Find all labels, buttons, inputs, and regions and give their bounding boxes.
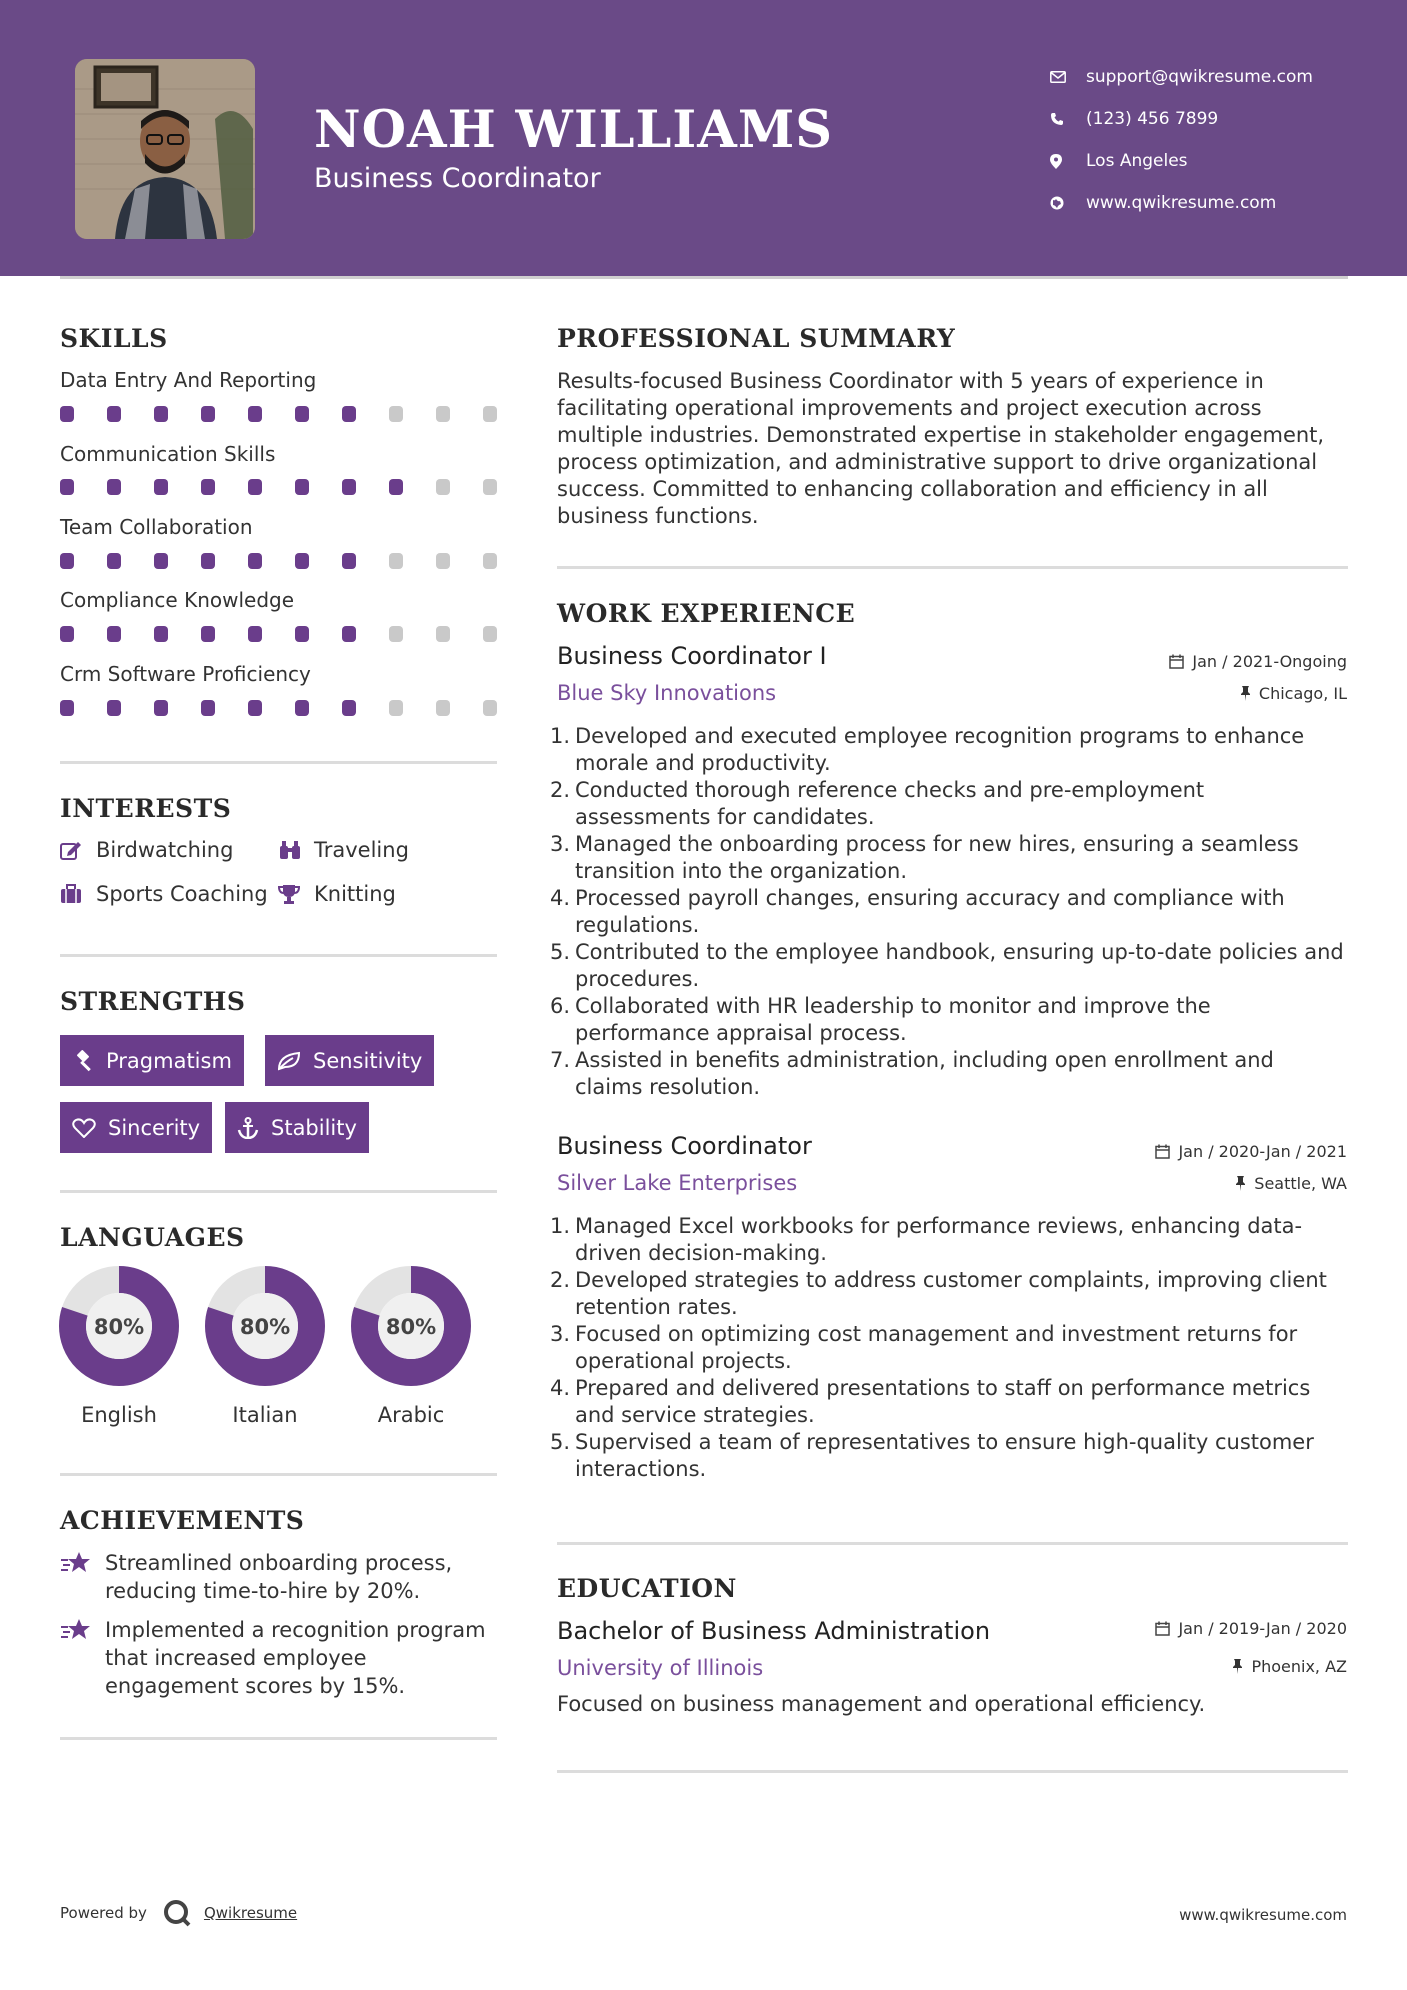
section-divider: [557, 566, 1348, 569]
section-divider: [60, 1190, 497, 1193]
contact-email-text: support@qwikresume.com: [1086, 67, 1313, 87]
bullet-line: retention rates.: [575, 1295, 738, 1319]
language-ring: [350, 1265, 472, 1391]
rating-dot-filled: [60, 553, 74, 569]
bullet-number: 6.: [550, 994, 571, 1018]
rating-dot-filled: [342, 626, 356, 642]
rating-dot-filled: [295, 406, 309, 422]
contact-email[interactable]: [1050, 56, 1313, 98]
rating-dot-empty: [389, 406, 403, 422]
rating-dot-empty: [436, 553, 450, 569]
company-name: Silver Lake Enterprises: [557, 1171, 798, 1195]
rating-dot-filled: [60, 700, 74, 716]
star-icon: [60, 1616, 105, 1700]
strength-chip: [60, 1035, 244, 1086]
achievement-item: [60, 1549, 452, 1605]
skill-name: Data Entry And Reporting: [60, 368, 317, 392]
strengths-heading: STRENGTHS: [60, 987, 246, 1016]
rating-dot-empty: [389, 626, 403, 642]
rating-dot-filled: [248, 406, 262, 422]
pushpin-icon: [1232, 1659, 1243, 1674]
calendar-icon: [1169, 654, 1184, 669]
achievement-text: reducing time-to-hire by 20%.: [105, 1579, 421, 1603]
rating-dot-filled: [342, 479, 356, 495]
degree-title: Bachelor of Business Administration: [557, 1617, 991, 1645]
candidate-title: Business Coordinator: [314, 163, 601, 194]
gavel-icon: [72, 1050, 94, 1072]
footer-url[interactable]: www.qwikresume.com: [1179, 1906, 1347, 1924]
bullet-line: Assisted in benefits administration, including open enrollment and: [575, 1048, 1274, 1072]
rating-dot-filled: [60, 626, 74, 642]
pencil-square-icon: [60, 840, 96, 860]
rating-dot-empty: [436, 406, 450, 422]
job-location: [1235, 1174, 1347, 1193]
job-bullet: [550, 1213, 1357, 1267]
rating-dot-filled: [60, 479, 74, 495]
strength-chip: [60, 1102, 212, 1153]
rating-dot-empty: [436, 700, 450, 716]
summary-line: process optimization, and administrative support to drive organizational: [557, 450, 1318, 474]
job-location-text: Chicago, IL: [1258, 684, 1347, 703]
powered-by-text: Powered by: [60, 1904, 147, 1922]
education-dates-text: Jan / 2019-Jan / 2020: [1178, 1619, 1347, 1638]
bullet-line: Developed and executed employee recognition programs to enhance: [575, 724, 1305, 748]
interest-item: [278, 838, 409, 862]
education-description: Focused on business management and operational efficiency.: [557, 1692, 1206, 1716]
rating-dot-filled: [201, 406, 215, 422]
strength-label: Sincerity: [108, 1115, 201, 1140]
rating-dot-filled: [154, 406, 168, 422]
bullet-line: Managed Excel workbooks for performance reviews, enhancing data-: [575, 1214, 1303, 1238]
bullet-number: 1.: [550, 724, 571, 748]
job-title: Business Coordinator I: [557, 642, 827, 670]
rating-dot-filled: [107, 479, 121, 495]
rating-dot-filled: [60, 406, 74, 422]
skill-rating: [60, 700, 530, 716]
rating-dot-filled: [295, 700, 309, 716]
bullet-line: morale and productivity.: [575, 751, 831, 775]
rating-dot-filled: [248, 479, 262, 495]
education-heading: EDUCATION: [557, 1574, 737, 1603]
language-name: English: [81, 1403, 157, 1427]
interest-label: Knitting: [314, 882, 396, 906]
rating-dot-filled: [154, 700, 168, 716]
rating-dot-empty: [483, 406, 497, 422]
job-bullet: [550, 723, 1357, 777]
languages-heading: LANGUAGES: [60, 1223, 245, 1252]
job-bullet: [550, 993, 1357, 1047]
rating-dot-filled: [295, 626, 309, 642]
experience-heading: WORK EXPERIENCE: [557, 599, 856, 628]
rating-dot-filled: [295, 553, 309, 569]
ring-percent-label: 80%: [239, 1315, 291, 1339]
summary-line: multiple industries. Demonstrated expertise in stakeholder engagement,: [557, 423, 1325, 447]
job-dates-text: Jan / 2021-Ongoing: [1192, 652, 1347, 671]
skill-name: Communication Skills: [60, 442, 276, 466]
anchor-icon: [237, 1117, 259, 1139]
bullet-line: assessments for candidates.: [575, 805, 875, 829]
section-divider: [60, 1473, 497, 1476]
rating-dot-filled: [201, 626, 215, 642]
job-bullet: [550, 1429, 1357, 1483]
rating-dot-filled: [107, 406, 121, 422]
rating-dot-filled: [342, 700, 356, 716]
pushpin-icon: [1235, 1176, 1246, 1191]
job-dates: [1169, 652, 1347, 671]
bullet-line: Developed strategies to address customer complaints, improving client: [575, 1268, 1327, 1292]
star-icon: [60, 1549, 105, 1605]
language-ring: [58, 1265, 180, 1391]
job-bullet: [550, 1267, 1357, 1321]
job-bullets: [550, 723, 1357, 1101]
rating-dot-empty: [483, 700, 497, 716]
summary-line: facilitating operational improvements and project execution across: [557, 396, 1262, 420]
ring-percent-label: 80%: [385, 1315, 437, 1339]
summary-line: success. Committed to enhancing collaboration and efficiency in all: [557, 477, 1268, 501]
rating-dot-filled: [342, 406, 356, 422]
skill-name: Team Collaboration: [60, 515, 253, 539]
job-bullet: [550, 885, 1357, 939]
rating-dot-filled: [154, 553, 168, 569]
job-title: Business Coordinator: [557, 1132, 812, 1160]
rating-dot-filled: [248, 553, 262, 569]
rating-dot-filled: [107, 553, 121, 569]
rating-dot-filled: [201, 479, 215, 495]
skill-name: Crm Software Proficiency: [60, 662, 311, 686]
rating-dot-empty: [436, 626, 450, 642]
ring-percent-label: 80%: [93, 1315, 145, 1339]
bullet-line: Managed the onboarding process for new hires, ensuring a seamless: [575, 832, 1299, 856]
rating-dot-empty: [389, 700, 403, 716]
job-bullets: [550, 1213, 1357, 1483]
contact-location: [1050, 140, 1313, 182]
bullet-line: driven decision-making.: [575, 1241, 827, 1265]
section-divider: [557, 1770, 1348, 1773]
contact-website[interactable]: [1050, 182, 1313, 224]
contact-list: [1050, 56, 1313, 224]
interest-item: [278, 882, 396, 906]
bullet-line: Conducted thorough reference checks and pre-employment: [575, 778, 1205, 802]
skill-rating: [60, 626, 530, 642]
bullet-number: 1.: [550, 1214, 571, 1238]
qwikresume-link[interactable]: Qwikresume: [203, 1904, 298, 1922]
job-location: [1240, 684, 1347, 703]
summary-heading: PROFESSIONAL SUMMARY: [557, 324, 956, 353]
rating-dot-empty: [483, 626, 497, 642]
skill-name: Compliance Knowledge: [60, 588, 295, 612]
interest-item: [60, 838, 233, 862]
phone-icon: [1050, 112, 1086, 126]
bullet-line: transition into the organization.: [575, 859, 908, 883]
bullet-number: 2.: [550, 778, 571, 802]
location-pin-icon: [1050, 154, 1086, 169]
summary-paragraph: [557, 368, 1347, 530]
rating-dot-filled: [107, 626, 121, 642]
section-divider: [60, 1737, 497, 1740]
calendar-icon: [1155, 1144, 1170, 1159]
binoculars-icon: [278, 840, 314, 860]
leaf-icon: [277, 1051, 301, 1071]
pushpin-icon: [1240, 686, 1251, 701]
interest-label: Sports Coaching: [96, 882, 268, 906]
rating-dot-empty: [483, 553, 497, 569]
rating-dot-filled: [295, 479, 309, 495]
job-bullet: [550, 1375, 1357, 1429]
envelope-icon: [1050, 71, 1086, 83]
bullet-line: Supervised a team of representatives to ensure high-quality customer: [575, 1430, 1314, 1454]
language-ring: [204, 1265, 326, 1391]
achievements-heading: ACHIEVEMENTS: [60, 1506, 305, 1535]
language-name: Italian: [232, 1403, 298, 1427]
resume-header: [0, 0, 1407, 276]
section-divider: [60, 954, 497, 957]
achievement-text: Streamlined onboarding process,: [105, 1551, 453, 1575]
bullet-line: performance appraisal process.: [575, 1021, 907, 1045]
summary-line: Results-focused Business Coordinator with 5 years of experience in: [557, 369, 1264, 393]
heart-icon: [72, 1118, 96, 1138]
achievement-text: that increased employee: [105, 1646, 367, 1670]
rating-dot-filled: [201, 553, 215, 569]
bullet-line: Prepared and delivered presentations to staff on performance metrics: [575, 1376, 1311, 1400]
rating-dot-filled: [389, 479, 403, 495]
bullet-line: and service strategies.: [575, 1403, 815, 1427]
skill-rating: [60, 553, 530, 569]
bullet-number: 3.: [550, 832, 571, 856]
job-dates-text: Jan / 2020-Jan / 2021: [1178, 1142, 1347, 1161]
profile-photo: [75, 59, 255, 239]
globe-icon: [1050, 196, 1086, 210]
rating-dot-filled: [154, 626, 168, 642]
qwikresume-logo-icon: [162, 1898, 192, 1928]
section-divider: [60, 761, 497, 764]
achievement-text: Implemented a recognition program: [105, 1618, 486, 1642]
job-bullet: [550, 777, 1357, 831]
strength-chip: [225, 1102, 369, 1153]
rating-dot-filled: [248, 700, 262, 716]
bullet-number: 5.: [550, 1430, 571, 1454]
rating-dot-filled: [248, 626, 262, 642]
bullet-number: 4.: [550, 1376, 571, 1400]
job-bullet: [550, 1321, 1357, 1375]
bullet-line: interactions.: [575, 1457, 707, 1481]
candidate-name: NOAH WILLIAMS: [314, 100, 834, 160]
rating-dot-filled: [342, 553, 356, 569]
rating-dot-empty: [436, 479, 450, 495]
language-name: Arabic: [377, 1403, 445, 1427]
education-dates: [1155, 1619, 1347, 1638]
contact-location-text: Los Angeles: [1086, 151, 1188, 171]
calendar-icon: [1155, 1621, 1170, 1636]
bullet-number: 4.: [550, 886, 571, 910]
strength-label: Sensitivity: [313, 1048, 423, 1073]
bullet-number: 5.: [550, 940, 571, 964]
education-location-text: Phoenix, AZ: [1251, 1657, 1347, 1676]
interest-label: Birdwatching: [96, 838, 234, 862]
achievement-item: [60, 1616, 486, 1700]
bullet-line: Focused on optimizing cost management and investment returns for: [575, 1322, 1298, 1346]
bullet-line: Collaborated with HR leadership to monitor and improve the: [575, 994, 1211, 1018]
bullet-number: 7.: [550, 1048, 571, 1072]
rating-dot-empty: [389, 553, 403, 569]
job-bullet: [550, 1047, 1357, 1101]
achievement-text: engagement scores by 15%.: [105, 1674, 406, 1698]
rating-dot-empty: [483, 479, 497, 495]
footer-powered-by: [60, 1898, 297, 1928]
header-divider: [60, 276, 1348, 279]
job-bullet: [550, 831, 1357, 885]
contact-website-text: www.qwikresume.com: [1086, 193, 1277, 213]
bullet-number: 2.: [550, 1268, 571, 1292]
job-location-text: Seattle, WA: [1254, 1174, 1347, 1193]
skill-rating: [60, 479, 530, 495]
rating-dot-filled: [154, 479, 168, 495]
bullet-number: 3.: [550, 1322, 571, 1346]
interests-heading: INTERESTS: [60, 794, 232, 823]
interest-label: Traveling: [314, 838, 409, 862]
bullet-line: Processed payroll changes, ensuring accuracy and compliance with: [575, 886, 1285, 910]
section-divider: [557, 1542, 1348, 1545]
job-dates: [1155, 1142, 1347, 1161]
company-name: Blue Sky Innovations: [557, 681, 777, 705]
contact-phone-text: (123) 456 7899: [1086, 109, 1219, 129]
rating-dot-filled: [107, 700, 121, 716]
bullet-line: operational projects.: [575, 1349, 792, 1373]
interest-item: [60, 882, 268, 906]
bullet-line: procedures.: [575, 967, 700, 991]
skills-heading: SKILLS: [60, 324, 168, 353]
briefcase-icon: [60, 884, 96, 904]
contact-phone[interactable]: [1050, 98, 1313, 140]
bullet-line: claims resolution.: [575, 1075, 761, 1099]
education-location: [1232, 1657, 1347, 1676]
rating-dot-filled: [201, 700, 215, 716]
bullet-line: regulations.: [575, 913, 700, 937]
strength-chip: [265, 1035, 434, 1086]
school-name: University of Illinois: [557, 1656, 764, 1680]
skill-rating: [60, 406, 530, 422]
strength-label: Stability: [271, 1115, 357, 1140]
strength-label: Pragmatism: [106, 1048, 232, 1073]
job-bullet: [550, 939, 1357, 993]
summary-line: business functions.: [557, 504, 759, 528]
trophy-icon: [278, 884, 314, 904]
bullet-line: Contributed to the employee handbook, ensuring up-to-date policies and: [575, 940, 1344, 964]
